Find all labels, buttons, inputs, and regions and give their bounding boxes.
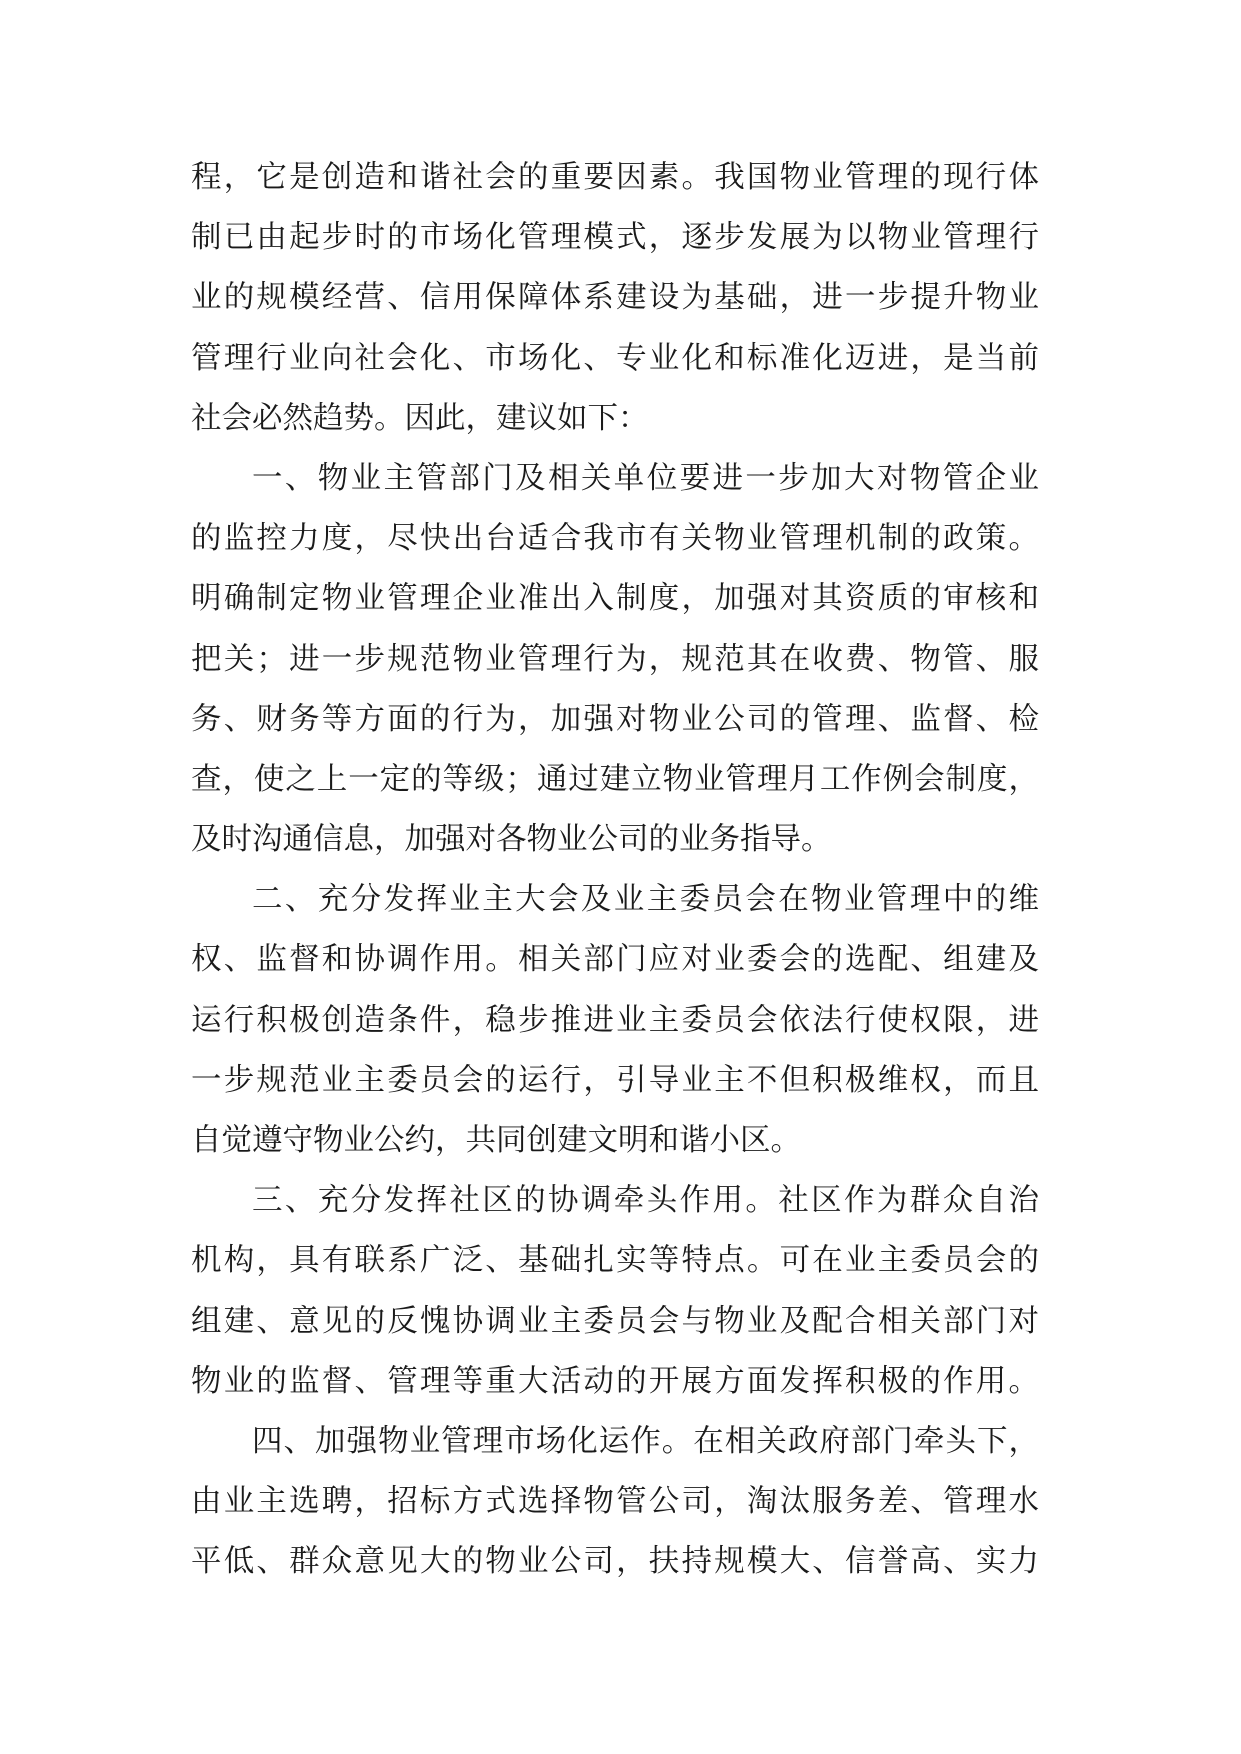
text-line: 四、加强物业管理市场化运作。在相关政府部门牵头下， xyxy=(252,1423,1039,1459)
text-line: 二、充分发挥业主大会及业主委员会在物业管理中的维 xyxy=(252,882,1039,918)
text-line: 管理行业向社会化、市场化、专业化和标准化迈进，是当前 xyxy=(191,340,1039,376)
text-line: 物业的监督、管理等重大活动的开展方面发挥积极的作用。 xyxy=(191,1363,1039,1399)
text-line: 把关；进一步规范物业管理行为，规范其在收费、物管、服 xyxy=(191,641,1039,677)
text-line: 组建、意见的反愧协调业主委员会与物业及配合相关部门对 xyxy=(191,1303,1039,1339)
text-line: 机构，具有联系广泛、基础扎实等特点。可在业主委员会的 xyxy=(191,1243,1039,1279)
text-line: 查，使之上一定的等级；通过建立物业管理月工作例会制度， xyxy=(191,761,1039,797)
text-line: 一步规范业主委员会的运行，引导业主不但积极维权，而且 xyxy=(191,1062,1039,1098)
text-line: 平低、群众意见大的物业公司，扶持规模大、信誉高、实力 xyxy=(191,1544,1039,1580)
text-line: 一、物业主管部门及相关单位要进一步加大对物管企业 xyxy=(252,460,1039,496)
paragraph xyxy=(191,1171,1039,1412)
text-line: 权、监督和协调作用。相关部门应对业委会的选配、组建及 xyxy=(191,942,1039,978)
text-line: 制已由起步时的市场化管理模式，逐步发展为以物业管理行 xyxy=(191,220,1039,256)
text-line: 务、财务等方面的行为，加强对物业公司的管理、监督、检 xyxy=(191,701,1039,737)
text-line: 业的规模经营、信用保障体系建设为基础，进一步提升物业 xyxy=(191,280,1039,316)
text-line: 社会必然趋势。因此，建议如下： xyxy=(191,400,649,436)
text-line: 三、充分发挥社区的协调牵头作用。社区作为群众自治 xyxy=(252,1183,1039,1219)
text-line: 及时沟通信息，加强对各物业公司的业务指导。 xyxy=(191,822,832,858)
paragraph xyxy=(191,449,1039,870)
paragraph xyxy=(191,870,1039,1171)
text-line: 由业主选聘，招标方式选择物管公司，淘汰服务差、管理水 xyxy=(191,1484,1039,1520)
text-line: 运行积极创造条件，稳步推进业主委员会依法行使权限，进 xyxy=(191,1002,1039,1038)
text-line: 明确制定物业管理企业准出入制度，加强对其资质的审核和 xyxy=(191,581,1039,617)
body-text xyxy=(191,148,1039,1593)
text-line: 的监控力度，尽快出台适合我市有关物业管理机制的政策。 xyxy=(191,521,1039,557)
paragraph xyxy=(191,148,1039,449)
text-line: 程，它是创造和谐社会的重要因素。我国物业管理的现行体 xyxy=(191,160,1039,195)
text-line: 自觉遵守物业公约，共同创建文明和谐小区。 xyxy=(191,1123,801,1158)
paragraph xyxy=(191,1412,1039,1593)
